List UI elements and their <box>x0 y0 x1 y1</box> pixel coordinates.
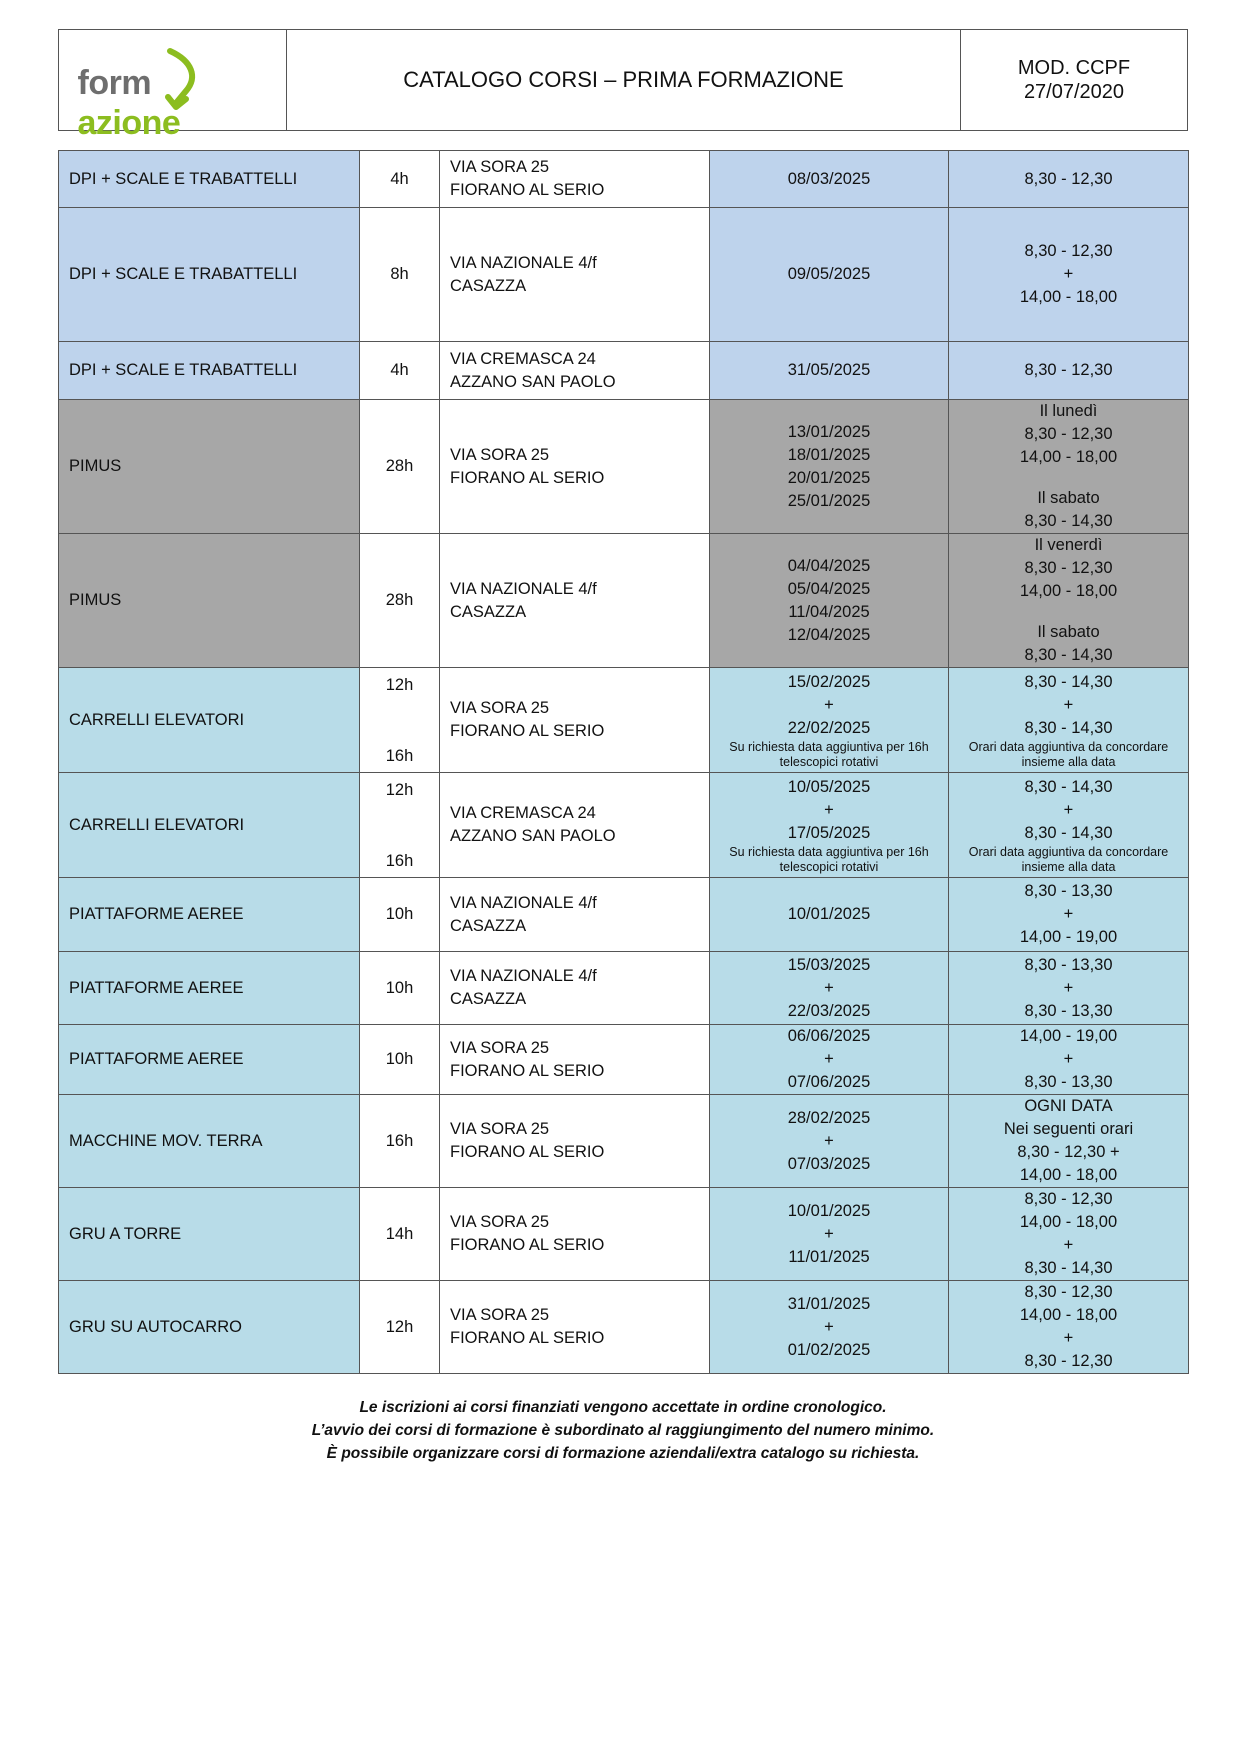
cell-line: 04/04/2025 <box>787 556 871 575</box>
cell-line: VIA NAZIONALE 4/f <box>450 253 597 272</box>
cell-line: 8,30 - 14,30 <box>1024 777 1113 796</box>
course-location <box>440 208 710 342</box>
course-times <box>949 1281 1189 1374</box>
cell-line: Il lunedì <box>1039 402 1098 420</box>
course-hours: 8h <box>360 208 440 342</box>
course-location <box>440 1025 710 1095</box>
cell-line: 31/05/2025 <box>787 361 871 379</box>
cell-line: 8,30 - 12,30 <box>1024 1283 1113 1301</box>
cell-line: VIA SORA 25 <box>450 1213 550 1231</box>
cell-line: 14,00 - 19,00 <box>1019 928 1118 946</box>
course-name: DPI + SCALE E TRABATTELLI <box>59 208 360 342</box>
cell-line: FIORANO AL SERIO <box>450 468 605 487</box>
cell-line: AZZANO SAN PAOLO <box>450 827 616 845</box>
course-dates <box>710 1025 949 1095</box>
cell-line: CASAZZA <box>450 602 527 621</box>
cell-line: VIA SORA 25 <box>450 1120 550 1138</box>
cell-line: 10/01/2025 <box>787 1201 871 1220</box>
cell-line: 8,30 - 12,30 <box>1024 425 1113 443</box>
course-times <box>949 400 1189 534</box>
course-hours: 12h <box>360 1281 440 1374</box>
course-dates <box>710 342 949 400</box>
cell-line: 14,00 - 18,00 <box>1019 1306 1118 1324</box>
cell-line: FIORANO AL SERIO <box>450 1061 605 1080</box>
cell-line: Il venerdì <box>1034 536 1103 554</box>
formazione-logo <box>77 45 268 142</box>
course-dates <box>710 952 949 1025</box>
course-location <box>440 151 710 208</box>
cell-line: 8,30 - 12,30 <box>1024 1352 1113 1370</box>
cell-line: CASAZZA <box>450 916 527 935</box>
cell-line: 17/05/2025 <box>787 823 871 842</box>
hours-basic: 12h <box>385 781 414 799</box>
course-times <box>949 534 1189 668</box>
course-times <box>949 878 1189 952</box>
course-name: GRU SU AUTOCARRO <box>59 1281 360 1374</box>
cell-line: CASAZZA <box>450 990 527 1008</box>
cell-line: OGNI DATA <box>1024 1097 1113 1115</box>
course-row <box>59 534 1189 668</box>
cell-line: 8,30 - 12,30 <box>1024 1190 1113 1208</box>
course-row <box>59 400 1189 534</box>
cell-line: + <box>824 1131 834 1150</box>
cell-line: VIA SORA 25 <box>450 445 550 464</box>
course-hours: 14h <box>360 1188 440 1281</box>
course-times <box>949 773 1189 878</box>
course-dates <box>710 773 949 878</box>
course-row <box>59 878 1189 952</box>
cell-line: 8,30 - 14,30 <box>1024 646 1113 664</box>
course-location <box>440 773 710 878</box>
cell-line: 08/03/2025 <box>787 169 871 188</box>
document-header <box>58 29 1188 142</box>
cell-line: + <box>824 978 834 997</box>
cell-line: 28/02/2025 <box>787 1108 871 1127</box>
course-catalog-table <box>58 150 1189 1374</box>
cell-line: AZZANO SAN PAOLO <box>450 372 616 391</box>
times-note: Orari data aggiuntiva da concordare insieme alla data <box>968 739 1169 769</box>
cell-line: 8,30 - 13,30 <box>1024 1073 1113 1091</box>
cell-line: 8,30 - 12,30 + <box>1017 1143 1120 1161</box>
course-location <box>440 1095 710 1188</box>
course-dates <box>710 208 949 342</box>
cell-line: 8,30 - 14,30 <box>1024 718 1113 737</box>
cell-line: 14,00 - 18,00 <box>1019 582 1118 600</box>
cell-line: Il sabato <box>1037 623 1100 641</box>
course-dates <box>710 400 949 534</box>
cell-line: 13/01/2025 <box>787 422 871 441</box>
course-times <box>949 1095 1189 1188</box>
course-hours: 4h <box>360 151 440 208</box>
module-date: 27/07/2020 <box>1023 81 1125 103</box>
course-name: PIMUS <box>59 534 360 668</box>
catalog-notes <box>58 1396 1188 1465</box>
cell-line: 07/03/2025 <box>787 1154 871 1173</box>
cell-line: + <box>824 695 834 714</box>
cell-line: 12/04/2025 <box>787 625 871 644</box>
course-row <box>59 668 1189 773</box>
hours-extended: 16h <box>385 852 414 870</box>
course-hours: 4h <box>360 342 440 400</box>
course-hours: 28h <box>360 534 440 668</box>
cell-line: 14,00 - 18,00 <box>1019 288 1118 306</box>
course-hours: 10h <box>360 1025 440 1095</box>
cell-line: FIORANO AL SERIO <box>450 1329 605 1347</box>
course-name: PIMUS <box>59 400 360 534</box>
course-times <box>949 342 1189 400</box>
cell-line: VIA NAZIONALE 4/f <box>450 893 597 912</box>
cell-line: 8,30 - 13,30 <box>1024 882 1113 900</box>
cell-line: FIORANO AL SERIO <box>450 1143 605 1161</box>
course-row <box>59 1188 1189 1281</box>
course-times <box>949 1188 1189 1281</box>
logo-text-grey: form <box>77 64 152 102</box>
course-row <box>59 773 1189 878</box>
logo-text-green: azione <box>77 104 181 142</box>
cell-line: 8,30 - 14,30 <box>1024 512 1113 530</box>
document-title: CATALOGO CORSI – PRIMA FORMAZIONE <box>287 30 961 130</box>
cell-line: Nei seguenti orari <box>1003 1120 1134 1138</box>
course-location <box>440 952 710 1025</box>
dates-note: Su richiesta data aggiuntiva per 16h telescopici rotativi <box>729 844 929 874</box>
course-name: DPI + SCALE E TRABATTELLI <box>59 151 360 208</box>
cell-line: 14,00 - 18,00 <box>1019 1213 1118 1231</box>
course-dates <box>710 878 949 952</box>
cell-line: + <box>824 800 834 819</box>
hours-extended: 16h <box>385 747 414 765</box>
course-times <box>949 151 1189 208</box>
hours-basic: 12h <box>385 676 414 694</box>
course-name: DPI + SCALE E TRABATTELLI <box>59 342 360 400</box>
cell-line: VIA CREMASCA 24 <box>450 804 596 822</box>
course-hours: 16h <box>360 1095 440 1188</box>
course-location <box>440 400 710 534</box>
cell-line: 10/01/2025 <box>787 905 871 923</box>
cell-line: FIORANO AL SERIO <box>450 1236 605 1254</box>
course-name: MACCHINE MOV. TERRA <box>59 1095 360 1188</box>
cell-line: 8,30 - 12,30 <box>1024 242 1113 260</box>
cell-line: VIA NAZIONALE 4/f <box>450 967 597 985</box>
logo-arrow-icon <box>164 47 204 113</box>
cell-line: 18/01/2025 <box>787 445 871 464</box>
cell-line: FIORANO AL SERIO <box>450 181 605 199</box>
cell-line: 10/05/2025 <box>787 777 871 796</box>
cell-line: 09/05/2025 <box>787 265 871 283</box>
cell-line: 15/03/2025 <box>787 955 871 974</box>
course-location <box>440 1281 710 1374</box>
cell-line: + <box>1063 905 1074 923</box>
cell-line: 8,30 - 14,30 <box>1024 823 1113 842</box>
note-line: Le iscrizioni ai corsi finanziati vengono accettate in ordine cronologico. <box>359 1399 887 1416</box>
cell-line: VIA CREMASCA 24 <box>450 349 596 368</box>
logo-cell <box>59 30 287 142</box>
cell-line: 8,30 - 14,30 <box>1024 1259 1113 1277</box>
course-hours <box>360 773 440 878</box>
course-name: CARRELLI ELEVATORI <box>59 773 360 878</box>
cell-line: 06/06/2025 <box>787 1027 871 1045</box>
course-location <box>440 878 710 952</box>
times-note: Orari data aggiuntiva da concordare insieme alla data <box>968 844 1169 874</box>
cell-line: 14,00 - 18,00 <box>1019 1166 1118 1184</box>
course-row <box>59 1095 1189 1188</box>
cell-line: 05/04/2025 <box>787 579 871 598</box>
course-dates <box>710 1095 949 1188</box>
course-name: PIATTAFORME AEREE <box>59 952 360 1025</box>
module-reference <box>961 30 1187 130</box>
cell-line: 31/01/2025 <box>787 1294 871 1313</box>
cell-line: VIA SORA 25 <box>450 158 550 176</box>
course-times <box>949 668 1189 773</box>
cell-line: + <box>1063 978 1074 997</box>
cell-line: VIA SORA 25 <box>450 1038 550 1057</box>
course-times <box>949 208 1189 342</box>
note-line: È possibile organizzare corsi di formazione aziendali/extra catalogo su richiesta. <box>326 1445 920 1462</box>
note-line: L’avvio dei corsi di formazione è subordinato al raggiungimento del numero minimo. <box>311 1422 935 1439</box>
cell-line: FIORANO AL SERIO <box>450 722 605 740</box>
module-code: MOD. CCPF <box>1017 57 1131 79</box>
cell-line: 8,30 - 14,30 <box>1024 672 1113 691</box>
course-times <box>949 1025 1189 1095</box>
cell-line: 14,00 - 18,00 <box>1019 448 1118 466</box>
course-hours <box>360 668 440 773</box>
cell-line: + <box>1063 1329 1074 1347</box>
cell-line: 22/03/2025 <box>787 1001 871 1020</box>
course-hours: 10h <box>360 878 440 952</box>
course-dates <box>710 668 949 773</box>
course-row <box>59 1025 1189 1095</box>
cell-line: + <box>824 1224 834 1243</box>
cell-line: 22/02/2025 <box>787 718 871 737</box>
cell-line: + <box>1063 1050 1074 1068</box>
course-times <box>949 952 1189 1025</box>
course-name: PIATTAFORME AEREE <box>59 1025 360 1095</box>
cell-line: 8,30 - 13,30 <box>1024 1001 1113 1020</box>
cell-line: 8,30 - 12,30 <box>1024 559 1113 577</box>
cell-line: 11/01/2025 <box>788 1247 870 1266</box>
course-location <box>440 342 710 400</box>
cell-line: 11/04/2025 <box>788 602 870 621</box>
cell-line: 14,00 - 19,00 <box>1019 1027 1118 1045</box>
course-location <box>440 668 710 773</box>
course-row <box>59 151 1189 208</box>
cell-line: 20/01/2025 <box>787 468 871 487</box>
course-dates <box>710 151 949 208</box>
course-row <box>59 342 1189 400</box>
course-hours: 28h <box>360 400 440 534</box>
course-location <box>440 534 710 668</box>
cell-line: 07/06/2025 <box>787 1073 871 1091</box>
cell-line: Il sabato <box>1037 489 1100 507</box>
cell-line: VIA NAZIONALE 4/f <box>450 579 597 598</box>
cell-line: CASAZZA <box>450 276 527 295</box>
course-name: CARRELLI ELEVATORI <box>59 668 360 773</box>
cell-line: 8,30 - 12,30 <box>1024 169 1113 188</box>
cell-line: VIA SORA 25 <box>450 1306 550 1324</box>
course-dates <box>710 534 949 668</box>
course-row <box>59 1281 1189 1374</box>
course-location <box>440 1188 710 1281</box>
course-row <box>59 952 1189 1025</box>
cell-line: + <box>824 1317 834 1336</box>
cell-line: 15/02/2025 <box>787 672 871 691</box>
cell-line: + <box>1063 1236 1074 1254</box>
course-name: PIATTAFORME AEREE <box>59 878 360 952</box>
course-row <box>59 208 1189 342</box>
cell-line: 25/01/2025 <box>787 491 871 510</box>
cell-line: 8,30 - 13,30 <box>1024 955 1113 974</box>
course-hours: 10h <box>360 952 440 1025</box>
cell-line: 8,30 - 12,30 <box>1024 361 1113 379</box>
cell-line: + <box>1063 800 1074 819</box>
cell-line: 01/02/2025 <box>787 1340 871 1359</box>
dates-note: Su richiesta data aggiuntiva per 16h telescopici rotativi <box>729 739 929 769</box>
cell-line: + <box>824 1050 834 1068</box>
course-dates <box>710 1188 949 1281</box>
course-name: GRU A TORRE <box>59 1188 360 1281</box>
cell-line: VIA SORA 25 <box>450 699 550 717</box>
cell-line: + <box>1063 265 1074 283</box>
course-dates <box>710 1281 949 1374</box>
cell-line: + <box>1063 695 1074 714</box>
